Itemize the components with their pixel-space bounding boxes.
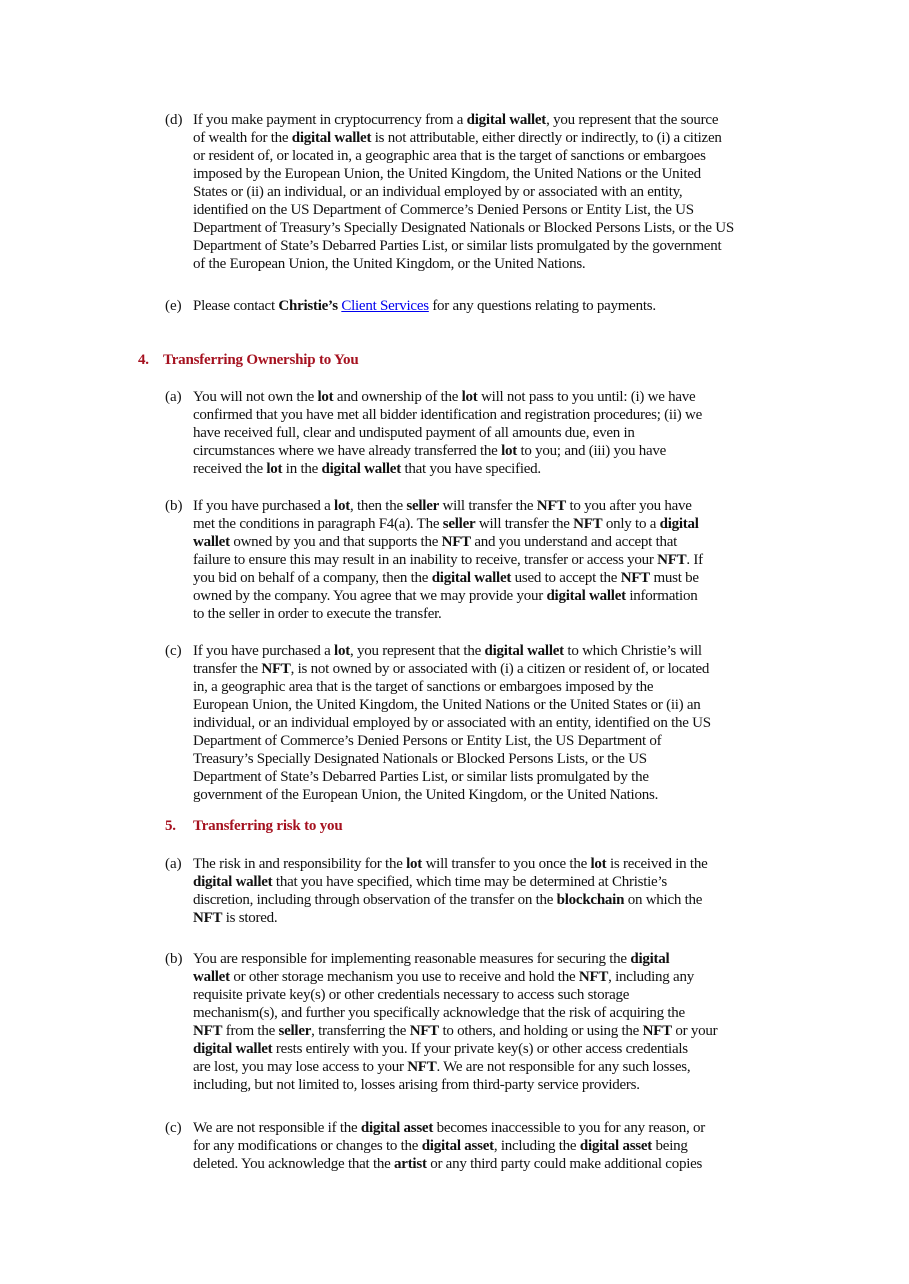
text-line: wallet owned by you and that supports the NFT and you understand and accept that [193,534,678,550]
paragraph-label: (b) [165,498,183,514]
defined-term: digital wallet [193,1041,273,1057]
text-line: Department of State’s Debarred Parties List, or similar lists promulgated by the [193,769,649,785]
text-line: deleted. You acknowledge that the artist or any third party could make additional copies [193,1156,703,1172]
text-line: confirmed that you have met all bidder identification and registration procedures; (ii) we [193,407,702,423]
defined-term: digital wallet [546,588,626,604]
text-line: We are not responsible if the digital asset becomes inaccessible to you for any reason, or [193,1120,705,1136]
defined-term: wallet [193,969,230,985]
text-line: If you have purchased a lot, then the seller will transfer the NFT to you after you have [193,498,692,514]
defined-term: digital [630,951,670,967]
paragraph-text [193,497,703,623]
text-line: identified on the US Department of Commerce’s Denied Persons or Entity List, the US [193,202,694,218]
text-line: you bid on behalf of a company, then the digital wallet used to accept the NFT must be [193,570,699,586]
section-number: 4. [138,352,149,368]
text-line: If you have purchased a lot, you represent that the digital wallet to which Christie’s will [193,643,702,659]
text-line: Department of Commerce’s Denied Persons or Entity List, the US Department of [193,733,662,749]
text-line: to the seller in order to execute the transfer. [193,606,442,622]
defined-term: NFT [261,661,291,677]
paragraph-text [193,950,717,1094]
client-services-link[interactable]: Client Services [341,298,429,314]
text-line: The risk in and responsibility for the lot will transfer to you once the lot is received in the [193,856,708,872]
defined-term: digital [659,516,699,532]
text-line: mechanism(s), and further you specifically acknowledge that the risk of acquiring the [193,1005,685,1021]
defined-term: lot [590,856,607,872]
text-line: failure to ensure this may result in an inability to receive, transfer or access your NFT. If [193,552,703,568]
defined-term: NFT [578,969,609,985]
text-line: government of the European Union, the United Kingdom, or the United Nations. [193,787,659,803]
paragraph-label: (b) [165,951,183,967]
defined-term: lot [406,856,423,872]
text-line: Department of Treasury’s Specially Designated Nationals or Blocked Persons Lists, or the US [193,220,734,236]
defined-term: NFT [642,1023,672,1039]
text-line: of wealth for the digital wallet is not attributable, either directly or indirectly, to (i) a citizen [193,130,722,146]
defined-term: lot [334,643,350,659]
paragraph-text [193,111,734,273]
text-line: wallet or other storage mechanism you use to receive and hold the NFT, including any [193,969,694,985]
defined-term: NFT [573,516,603,532]
defined-term: seller [406,498,440,514]
defined-term: NFT [409,1023,439,1039]
defined-term: NFT [441,534,471,550]
text-line: of the European Union, the United Kingdom, or the United Nations. [193,256,586,272]
paragraph-label: (d) [165,112,183,128]
defined-term: lot [461,389,478,405]
paragraph-text [193,1119,705,1173]
paragraph-text [193,855,707,927]
defined-term: NFT [657,552,687,568]
text-line: Treasury’s Specially Designated Nationals or Blocked Persons Lists, or the US [193,751,647,767]
defined-term: digital wallet [466,112,547,128]
defined-term: wallet [193,534,230,550]
section-number: 5. [165,818,176,834]
text-line: You are responsible for implementing reasonable measures for securing the digital [193,951,670,967]
text-line: have received full, clear and undisputed payment of all amounts due, even in [193,425,635,441]
text-line: including, but not limited to, losses arising from third-party service providers. [193,1077,640,1093]
text-line: for any modifications or changes to the digital asset, including the digital asset being [193,1138,688,1154]
defined-term: NFT [193,910,223,926]
text-line: or resident of, or located in, a geographic area that is the target of sanctions or embargoes [193,148,706,164]
defined-term: digital wallet [193,874,273,890]
defined-term: seller [278,1023,312,1039]
text-line: circumstances where we have already transferred the lot to you; and (iii) you have [193,443,667,459]
defined-term: digital asset [360,1120,434,1136]
paragraph-text [193,642,711,804]
text-line: States or (ii) an individual, or an individual employed by or associated with an entity, [193,184,683,200]
section-title: Transferring risk to you [193,818,343,834]
text-line: You will not own the lot and ownership of the lot will not pass to you until: (i) we have [193,389,696,405]
text-line: are lost, you may lose access to your NFT. We are not responsible for any such losses, [193,1059,691,1075]
text-line: digital wallet that you have specified, which time may be determined at Christie’s [193,874,667,890]
defined-term: lot [317,389,334,405]
defined-term: Christie’s [278,298,338,314]
section-title: Transferring Ownership to You [163,352,359,368]
paragraph-label: (c) [165,643,182,659]
paragraph-label: (a) [165,389,182,405]
text-line: NFT is stored. [193,910,278,926]
paragraph-text [193,388,702,478]
paragraph-label: (a) [165,856,182,872]
defined-term: NFT [193,1023,223,1039]
text-line: transfer the NFT, is not owned by or associated with (i) a citizen or resident of, or located [193,661,710,677]
defined-term: blockchain [556,892,625,908]
text-line: Please contact Christie’s Client Services for any questions relating to payments. [193,298,656,314]
paragraph-text [193,297,656,315]
text-line: NFT from the seller, transferring the NFT to others, and holding or using the NFT or your [193,1023,718,1039]
text-line: European Union, the United Kingdom, the United Nations or the United States or (ii) an [193,697,701,713]
paragraph-label: (e) [165,298,182,314]
defined-term: lot [501,443,518,459]
defined-term: lot [266,461,283,477]
text-line: met the conditions in paragraph F4(a). The seller will transfer the NFT only to a digital [193,516,699,532]
defined-term: digital asset [421,1138,494,1154]
defined-term: artist [394,1156,427,1172]
defined-term: digital wallet [484,643,564,659]
text-line: requisite private key(s) or other credentials necessary to access such storage [193,987,630,1003]
defined-term: seller [442,516,476,532]
defined-term: NFT [536,498,566,514]
defined-term: digital asset [579,1138,653,1154]
text-line: in, a geographic area that is the target of sanctions or embargoes imposed by the [193,679,654,695]
text-line: discretion, including through observation of the transfer on the blockchain on which the [193,892,703,908]
defined-term: digital wallet [321,461,401,477]
text-line: Department of State’s Debarred Parties List, or similar lists promulgated by the government [193,238,722,254]
text-line: received the lot in the digital wallet that you have specified. [193,461,541,477]
paragraph-label: (c) [165,1120,182,1136]
text-line: owned by the company. You agree that we may provide your digital wallet information [193,588,698,604]
text-line: If you make payment in cryptocurrency from a digital wallet, you represent that the source [193,112,719,128]
defined-term: digital wallet [291,130,372,146]
defined-term: NFT [407,1059,437,1075]
defined-term: lot [334,498,350,514]
text-line: imposed by the European Union, the United Kingdom, the United Nations or the United [193,166,701,182]
text-line: digital wallet rests entirely with you. If your private key(s) or other access credentials [193,1041,688,1057]
defined-term: digital wallet [431,570,512,586]
defined-term: NFT [620,570,650,586]
text-line: individual, or an individual employed by or associated with an entity, identified on the US [193,715,711,731]
